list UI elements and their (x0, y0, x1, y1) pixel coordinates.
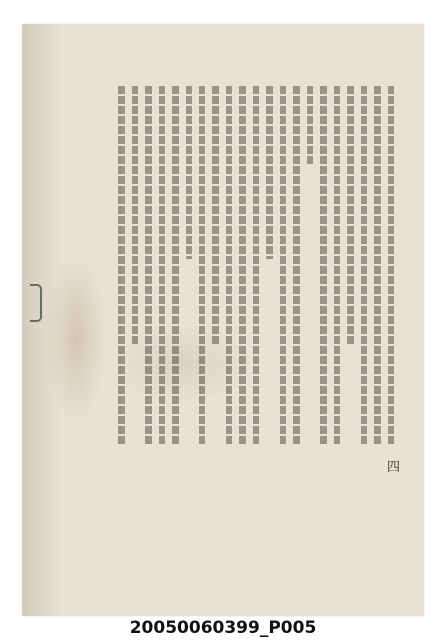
vertical-text-block (118, 86, 394, 446)
text-column (118, 86, 124, 446)
staple (30, 284, 42, 322)
text-column (199, 86, 205, 446)
text-column (172, 86, 178, 446)
text-column (186, 86, 192, 259)
image-id-caption: 20050060399_P005 (129, 618, 317, 638)
text-column (293, 86, 299, 446)
text-column (388, 86, 394, 446)
paper-stain (46, 254, 106, 424)
page-number: 四 (386, 460, 400, 475)
text-column (132, 86, 138, 345)
text-column (212, 86, 218, 345)
text-column (159, 86, 165, 446)
text-column (361, 86, 367, 446)
text-column (374, 86, 380, 446)
text-column (320, 86, 326, 446)
text-column (253, 86, 259, 446)
text-column (280, 86, 286, 446)
text-column (307, 86, 313, 165)
document-page (22, 24, 424, 616)
text-column (145, 86, 151, 446)
text-column (239, 86, 245, 446)
text-column (334, 86, 340, 446)
text-column (226, 86, 232, 446)
text-column (266, 86, 272, 259)
text-column (347, 86, 353, 345)
